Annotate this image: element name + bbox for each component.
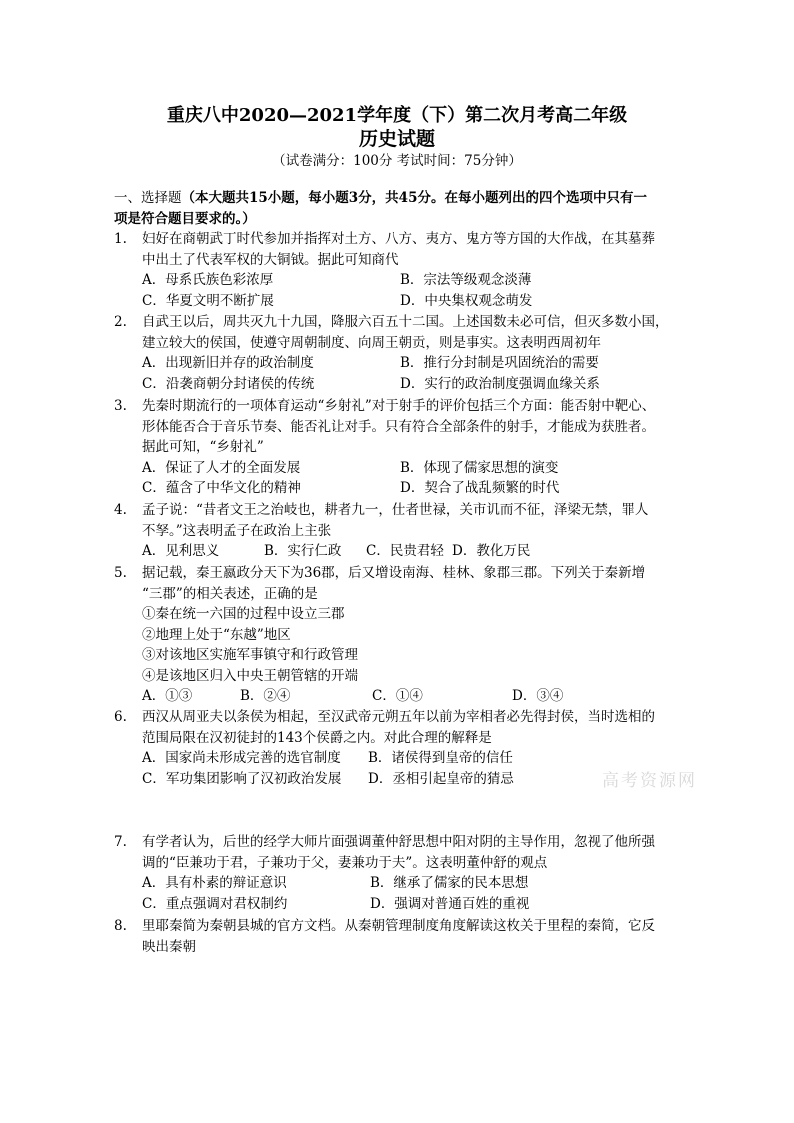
question-text: 中出土了代表军权的大铜钺。据此可知商代 <box>142 251 399 268</box>
question-number: 7. <box>114 834 127 850</box>
option-b[interactable]: B．实行仁政 <box>264 543 342 559</box>
question-number: 8. <box>114 918 127 934</box>
question-3 <box>114 396 684 499</box>
option-c[interactable]: C．①④ <box>372 688 423 704</box>
section-instruction-1: （本大题共15小题，每小题3分，共45分。在每小题列出的四个选项中只有一 <box>181 190 647 206</box>
question-text: 范围局限在汉初徒封的143个侯爵之内。对此合理的解释是 <box>142 729 492 746</box>
option-c[interactable]: C．民贵君轻 <box>366 543 444 559</box>
question-number: 5. <box>114 565 127 581</box>
question-6 <box>114 707 684 789</box>
question-number: 4. <box>114 502 127 518</box>
question-number: 6. <box>114 709 127 725</box>
question-text: 西汉从周亚夫以条侯为相起，至汉武帝元朔五年以前为宰相者必先得封侯，当时选相的 <box>142 709 655 725</box>
question-7 <box>114 832 684 914</box>
option-d[interactable]: D．中央集权观念萌发 <box>400 292 533 309</box>
question-text: 据记载，秦王嬴政分天下为36郡，后又增设南海、桂林、象郡三郡。下列关于秦新增 <box>142 565 646 581</box>
question-text: 不孥。”这表明孟子在政治上主张 <box>142 522 332 539</box>
option-b[interactable]: B．②④ <box>240 688 291 704</box>
statement-2: ②地理上处于“东越”地区 <box>142 626 291 643</box>
question-2 <box>114 312 684 394</box>
option-c[interactable]: C．军功集团影响了汉初政治发展 <box>142 770 342 787</box>
option-b[interactable]: B．宗法等级观念淡薄 <box>400 272 532 288</box>
question-text: 建立较大的侯国，使遵守周朝制度、向周王朝贡，则是事实。这表明西周初年 <box>142 334 601 351</box>
option-a[interactable]: A．①③ <box>142 688 193 704</box>
option-b[interactable]: B．体现了儒家思想的演变 <box>400 459 559 476</box>
option-d[interactable]: D．③④ <box>512 688 564 704</box>
option-d[interactable]: D．契合了战乱频繁的时代 <box>400 480 560 496</box>
question-number: 1. <box>114 231 127 247</box>
question-text: 有学者认为，后世的经学大师片面强调董仲舒思想中阳对阴的主导作用，忽视了他所强 <box>142 834 655 850</box>
option-d[interactable]: D．教化万民 <box>452 543 531 559</box>
section-instruction-2: 项是符合题目要求的。） <box>114 211 256 227</box>
option-b[interactable]: B．推行分封制是巩固统治的需要 <box>400 355 599 371</box>
option-a[interactable]: A．母系氏族色彩浓厚 <box>142 272 274 288</box>
question-8 <box>114 916 684 957</box>
question-1 <box>114 229 684 311</box>
question-5 <box>114 563 684 707</box>
option-a[interactable]: A．保证了人才的全面发展 <box>142 459 301 476</box>
question-text: 自武王以后，周共灭九十九国，降服六百五十二国。上述国数未必可信，但灭多数小国， <box>142 314 669 330</box>
section-heading <box>114 188 684 230</box>
statement-3: ③对该地区实施军事镇守和行政管理 <box>142 647 358 663</box>
statement-1: ①秦在统一六国的过程中设立三郡 <box>142 606 345 622</box>
question-text: 调的“臣兼功于君，子兼功于父，妻兼功于夫”。这表明董仲舒的观点 <box>142 854 548 871</box>
question-number: 3. <box>114 398 127 414</box>
question-text: 里耶秦简为秦朝县城的官方文档。从秦朝管理制度角度解读这枚关于里程的秦简，它反 <box>142 918 655 934</box>
option-a[interactable]: A．出现新旧并存的政治制度 <box>142 355 314 371</box>
question-text: 形体能否合于音乐节奏、能否礼让对手。只有符合全部条件的射手，才能成为获胜者。 <box>142 418 655 435</box>
option-c[interactable]: C．蕴含了中华文化的精神 <box>142 480 301 496</box>
question-text: 孟子说：“昔者文王之治岐也，耕者九一，仕者世禄，关市讥而不征，泽梁无禁，罪人 <box>142 502 649 518</box>
question-text: “三郡”的相关表述，正确的是 <box>142 585 318 602</box>
option-d[interactable]: D．强调对普通百姓的重视 <box>370 895 530 912</box>
question-text: 映出秦朝 <box>142 938 196 955</box>
question-number: 2. <box>114 314 127 330</box>
option-a[interactable]: A．见利思义 <box>142 543 220 559</box>
option-d[interactable]: D．丞相引起皇帝的猜忌 <box>368 770 514 787</box>
option-b[interactable]: B．诸侯得到皇帝的信任 <box>368 750 513 766</box>
option-b[interactable]: B．继承了儒家的民本思想 <box>370 875 529 891</box>
exam-title: 重庆八中2020—2021学年度（下）第二次月考高二年级 <box>166 105 628 126</box>
option-c[interactable]: C．沿袭商朝分封诸侯的传统 <box>142 375 315 392</box>
question-text: 妇好在商朝武丁时代参加并指挥对土方、八方、夷方、鬼方等方国的大作战，在其墓葬 <box>142 231 655 247</box>
question-4 <box>114 500 684 562</box>
section-label: 一、选择题 <box>114 190 182 206</box>
option-a[interactable]: A．国家尚未形成完善的选官制度 <box>142 750 341 766</box>
option-d[interactable]: D．实行的政治制度强调血缘关系 <box>400 375 600 392</box>
watermark: 高考资源网 <box>602 771 697 791</box>
question-text: 据此可知，“乡射礼” <box>142 439 264 455</box>
exam-info: （试卷满分：100分 考试时间：75分钟） <box>272 153 522 169</box>
option-c[interactable]: C．重点强调对君权制约 <box>142 895 288 912</box>
option-a[interactable]: A．具有朴素的辩证意识 <box>142 875 287 891</box>
statement-4: ④是该地区归入中央王朝管辖的开端 <box>142 667 358 684</box>
question-text: 先秦时期流行的一项体育运动“乡射礼”对于射手的评价包括三个方面：能否射中靶心、 <box>142 398 656 414</box>
option-c[interactable]: C．华夏文明不断扩展 <box>142 292 274 309</box>
subject-title: 历史试题 <box>358 128 435 150</box>
